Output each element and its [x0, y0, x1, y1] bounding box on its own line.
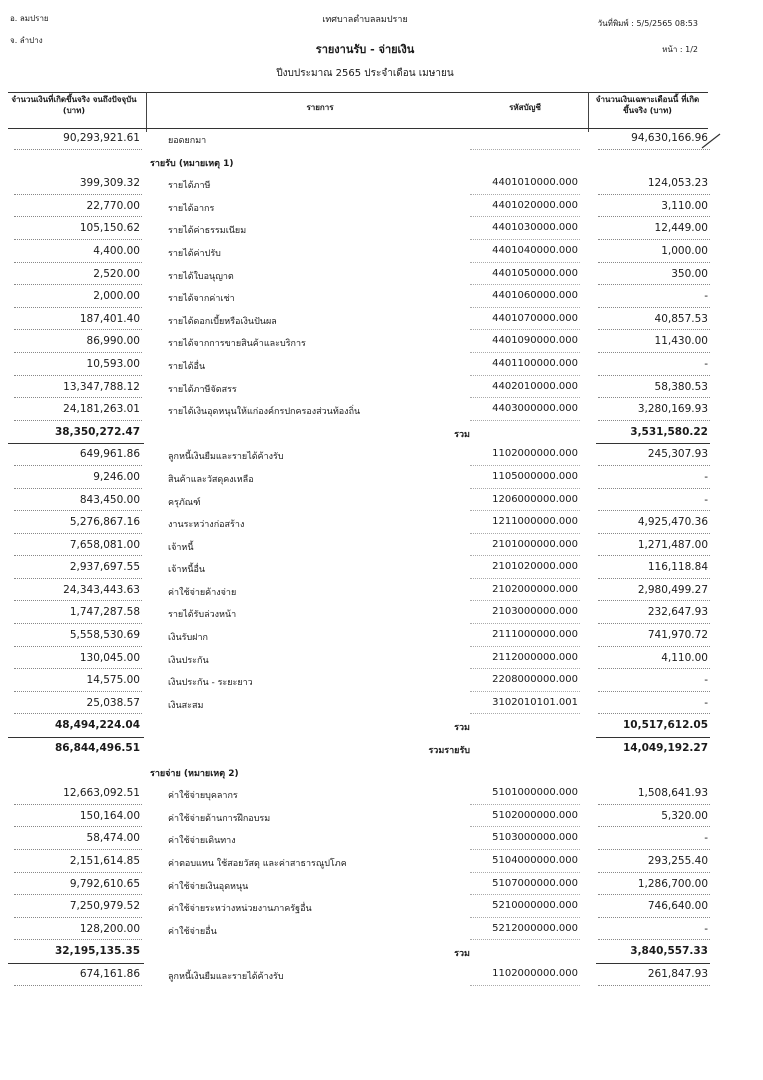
underline-dotted	[14, 510, 142, 511]
table-row	[0, 896, 763, 919]
account-code: 1211000000.000	[492, 516, 578, 528]
table-row	[0, 806, 763, 829]
underline-dotted	[470, 329, 580, 330]
item-name: รวม	[454, 949, 470, 960]
account-code: 2101000000.000	[492, 538, 578, 550]
item-name: รายได้จากค่าเช่า	[168, 294, 235, 305]
actual-amount: 2,000.00	[93, 290, 140, 303]
month-amount: 94,630,166.96	[631, 132, 708, 144]
item-name: รายได้ค่าธรรมเนียม	[168, 226, 247, 237]
underline-dotted	[14, 600, 142, 601]
underline-dotted	[14, 352, 142, 353]
item-name: รายจ่าย (หมายเหตุ 2)	[150, 768, 239, 779]
underline-dotted	[14, 691, 142, 692]
underline-dotted	[14, 555, 142, 556]
month-amount: -	[704, 696, 708, 709]
month-amount: 2,980,499.27	[637, 583, 708, 596]
actual-amount: 150,164.00	[79, 809, 140, 822]
underline-dotted	[14, 985, 142, 986]
actual-amount: 5,276,867.16	[69, 516, 140, 529]
item-name: ค่าใช้จ่ายด้านการฝึกอบรม	[168, 813, 271, 824]
underline-dotted	[598, 262, 710, 263]
item-name: รายได้ภาษี	[168, 181, 211, 192]
underline-dotted	[470, 623, 580, 624]
underline-dotted	[470, 578, 580, 579]
item-name: ค่าใช้จ่ายระหว่างหน่วยงานภาครัฐอื่น	[168, 904, 312, 915]
month-amount: 124,053.23	[647, 177, 708, 190]
table-row	[0, 444, 763, 467]
month-amount: 350.00	[671, 267, 708, 280]
table-row	[0, 399, 763, 422]
table-row	[0, 602, 763, 625]
table-row	[0, 693, 763, 716]
section-heading-row	[0, 761, 763, 784]
item-name: เงินประกัน - ระยะยาว	[168, 678, 253, 689]
table-row	[0, 377, 763, 400]
table-row	[0, 648, 763, 671]
underline-dotted	[598, 397, 710, 398]
actual-amount: 674,161.86	[79, 967, 140, 980]
actual-amount: 32,195,135.35	[54, 945, 140, 958]
account-code: 4401020000.000	[492, 199, 578, 211]
underline-dotted	[14, 646, 142, 647]
province-label: จ. ลำปาง	[10, 36, 43, 45]
underline-dotted	[470, 849, 580, 850]
total-row	[0, 422, 763, 445]
underline-dotted	[470, 555, 580, 556]
col-header-code: รหัสบัญชี	[509, 103, 541, 112]
underline-dotted	[598, 826, 710, 827]
underline-dotted	[470, 420, 580, 421]
underline-dotted	[598, 239, 710, 240]
total-row	[0, 738, 763, 761]
month-amount: 5,320.00	[661, 809, 708, 822]
item-name: ค่าใช้จ่ายอื่น	[168, 926, 217, 937]
month-amount: -	[704, 832, 708, 845]
actual-amount: 38,350,272.47	[54, 425, 140, 438]
actual-amount: 2,937,697.55	[69, 561, 140, 574]
account-code: 2112000000.000	[492, 651, 578, 663]
table-row	[0, 512, 763, 535]
underline-dotted	[14, 713, 142, 714]
item-name: ยอดยกมา	[168, 136, 207, 146]
underline-dotted	[470, 262, 580, 263]
underline-dotted	[598, 375, 710, 376]
item-name: ค่าใช้จ่ายค้างจ่าย	[168, 587, 237, 598]
table-row	[0, 467, 763, 490]
month-amount: 245,307.93	[647, 448, 708, 461]
underline-dotted	[14, 216, 142, 217]
account-code: 4401040000.000	[492, 244, 578, 256]
account-code: 5102000000.000	[492, 809, 578, 821]
item-name: รวมรายรับ	[428, 746, 470, 757]
underline-dotted	[598, 713, 710, 714]
underline-dotted	[470, 397, 580, 398]
month-amount: 3,280,169.93	[637, 403, 708, 416]
actual-amount: 12,663,092.51	[63, 787, 140, 800]
underline-dotted	[14, 262, 142, 263]
underline-dotted	[598, 894, 710, 895]
account-code: 5101000000.000	[492, 787, 578, 799]
table-row	[0, 625, 763, 648]
item-name: ลูกหนี้เงินยืมและรายได้ค้างรับ	[168, 971, 284, 982]
month-amount: 293,255.40	[647, 855, 708, 867]
table-row	[0, 919, 763, 942]
report-subtitle: ปีงบประมาณ 2565 ประจำเดือน เมษายน	[276, 68, 454, 79]
item-name: รายได้ภาษีจัดสรร	[168, 384, 237, 395]
underline-dotted	[598, 488, 710, 489]
account-code: 4401070000.000	[492, 312, 578, 324]
account-code: 1102000000.000	[492, 448, 578, 460]
account-code: 2208000000.000	[492, 674, 578, 686]
header-divider	[588, 92, 589, 132]
item-name: รายได้จากการขายสินค้าและบริการ	[168, 339, 306, 350]
actual-amount: 128,200.00	[79, 922, 140, 935]
underline-dotted	[14, 668, 142, 669]
underline-dotted	[14, 872, 142, 873]
account-code: 4401030000.000	[492, 222, 578, 234]
underline-dotted	[470, 646, 580, 647]
actual-amount: 5,558,530.69	[69, 629, 140, 642]
underline-dotted	[598, 872, 710, 873]
underline-dotted	[470, 713, 580, 714]
header-top-rule	[8, 92, 708, 93]
underline-dotted	[598, 555, 710, 556]
month-amount: 116,118.84	[647, 561, 708, 574]
underline-dotted	[598, 939, 710, 940]
print-date: วันที่พิมพ์ : 5/5/2565 08:53	[597, 19, 698, 28]
underline-dotted	[598, 149, 710, 150]
account-code: 4401050000.000	[492, 267, 578, 279]
underline-dotted	[470, 826, 580, 827]
underline-dotted	[598, 329, 710, 330]
actual-amount: 9,246.00	[93, 470, 140, 483]
underline-dotted	[470, 465, 580, 466]
underline-dotted	[14, 329, 142, 330]
underline-dotted	[14, 917, 142, 918]
underline-dotted	[14, 397, 142, 398]
month-amount: 741,970.72	[647, 629, 708, 642]
account-code: 5210000000.000	[492, 900, 578, 912]
underline-dotted	[14, 894, 142, 895]
underline-dotted	[598, 420, 710, 421]
underline-dotted	[598, 194, 710, 195]
item-name: เจ้าหนี้อื่น	[168, 565, 206, 576]
page-number: หน้า : 1/2	[662, 45, 698, 54]
account-code: 4402010000.000	[492, 380, 578, 392]
account-code: 5103000000.000	[492, 832, 578, 844]
account-code: 4401060000.000	[492, 290, 578, 302]
table-row	[0, 851, 763, 874]
underline-dotted	[470, 804, 580, 805]
underline-dotted	[598, 917, 710, 918]
header-divider	[146, 92, 147, 132]
underline-dotted	[14, 375, 142, 376]
total-row	[0, 715, 763, 738]
underline-dotted	[598, 465, 710, 466]
month-amount: -	[704, 922, 708, 935]
table-row	[0, 264, 763, 287]
underline-dotted	[470, 375, 580, 376]
table-row	[0, 828, 763, 851]
month-amount: 4,925,470.36	[637, 516, 708, 529]
item-name: รายได้อากร	[168, 203, 215, 214]
month-amount: 58,380.53	[654, 380, 708, 393]
account-code: 2102000000.000	[492, 583, 578, 595]
underline-dotted	[598, 849, 710, 850]
underline-dotted	[14, 939, 142, 940]
item-name: รายได้ดอกเบี้ยหรือเงินปันผล	[168, 316, 277, 327]
actual-amount: 9,792,610.65	[69, 877, 140, 890]
underline-dotted	[470, 194, 580, 195]
report-title: รายงานรับ - จ่ายเงิน	[315, 43, 415, 56]
item-name: ค่าใช้จ่ายเดินทาง	[168, 836, 236, 847]
actual-amount: 2,151,614.85	[69, 855, 140, 867]
underline-dotted	[598, 985, 710, 986]
item-name: รวม	[454, 429, 470, 440]
item-name: ค่าตอบแทน ใช้สอยวัสดุ และค่าสาธารณูปโภค	[168, 859, 347, 869]
underline-dotted	[598, 804, 710, 805]
actual-amount: 10,593.00	[86, 357, 140, 370]
underline-dotted	[470, 216, 580, 217]
actual-amount: 2,520.00	[93, 267, 140, 280]
item-name: ครุภัณฑ์	[168, 497, 201, 508]
actual-amount: 7,658,081.00	[69, 538, 140, 551]
actual-amount: 58,474.00	[86, 832, 140, 845]
underline-dotted	[14, 488, 142, 489]
table-row	[0, 218, 763, 241]
item-name: รายได้อื่น	[168, 361, 206, 372]
month-amount: 40,857.53	[654, 312, 708, 325]
table-row	[0, 490, 763, 513]
account-code: 4401090000.000	[492, 335, 578, 347]
underline-dotted	[598, 668, 710, 669]
underline-dotted	[470, 510, 580, 511]
month-amount: 3,840,557.33	[630, 945, 708, 958]
underline-dotted	[14, 465, 142, 466]
underline-dotted	[470, 533, 580, 534]
underline-dotted	[14, 623, 142, 624]
actual-amount: 22,770.00	[86, 199, 140, 212]
table-row	[0, 196, 763, 219]
actual-amount: 187,401.40	[79, 312, 140, 325]
item-name: รายได้ใบอนุญาต	[168, 271, 234, 282]
actual-amount: 130,045.00	[79, 651, 140, 664]
underline-dotted	[14, 420, 142, 421]
item-name: รายได้รับล่วงหน้า	[168, 610, 237, 621]
underline-dotted	[14, 826, 142, 827]
underline-dotted	[598, 307, 710, 308]
underline-dotted	[470, 872, 580, 873]
month-amount: 14,049,192.27	[622, 742, 708, 755]
month-amount: 261,847.93	[647, 967, 708, 980]
account-code: 1102000000.000	[492, 967, 578, 979]
month-amount: 746,640.00	[647, 900, 708, 913]
table-row	[0, 670, 763, 693]
month-amount: 232,647.93	[647, 606, 708, 619]
section-heading-row	[0, 151, 763, 174]
underline-dotted	[598, 691, 710, 692]
underline-dotted	[14, 804, 142, 805]
account-code: 1105000000.000	[492, 470, 578, 482]
underline-dotted	[470, 917, 580, 918]
account-code: 2111000000.000	[492, 629, 578, 641]
account-code: 4401100000.000	[492, 357, 578, 369]
month-amount: 3,110.00	[661, 199, 708, 212]
actual-amount: 843,450.00	[79, 493, 140, 506]
actual-amount: 7,250,979.52	[69, 900, 140, 913]
underline-dotted	[14, 194, 142, 195]
underline-dotted	[470, 668, 580, 669]
underline-dotted	[470, 939, 580, 940]
underline-dotted	[598, 216, 710, 217]
item-name: รายรับ (หมายเหตุ 1)	[150, 158, 234, 169]
district-label: อ. ลมปราย	[10, 14, 49, 23]
item-name: เจ้าหนี้	[168, 542, 194, 553]
actual-amount: 24,181,263.01	[63, 403, 140, 416]
table-row	[0, 535, 763, 558]
table-row	[0, 173, 763, 196]
underline-dotted	[14, 533, 142, 534]
underline-dotted	[14, 849, 142, 850]
account-code: 5107000000.000	[492, 877, 578, 889]
print-info	[598, 11, 698, 63]
col-header-month: จำนวนเงินเฉพาะเดือนนี้ ที่เกิดขึ้นจริง (บาท)	[595, 95, 700, 115]
item-name: เงินประกัน	[168, 655, 209, 666]
underline-dotted	[470, 985, 580, 986]
actual-amount: 649,961.86	[79, 448, 140, 461]
actual-amount: 14,575.00	[86, 674, 140, 687]
month-amount: -	[704, 470, 708, 483]
table-row	[0, 580, 763, 603]
account-code: 5212000000.000	[492, 922, 578, 934]
underline-dotted	[470, 239, 580, 240]
organization-name: เทศบาลตำบลลมปราย	[322, 15, 408, 25]
account-code: 4401010000.000	[492, 177, 578, 189]
col-header-actual: จำนวนเงินที่เกิดขึ้นจริง จนถึงปัจจุบัน (บาท)	[11, 95, 137, 115]
table-row	[0, 874, 763, 897]
account-code: 3102010101.001	[492, 696, 578, 708]
underline-dotted	[470, 488, 580, 489]
underline-dotted	[598, 600, 710, 601]
month-amount: 1,508,641.93	[637, 787, 708, 800]
location-block	[10, 12, 49, 56]
underline-dotted	[598, 646, 710, 647]
month-amount: 1,000.00	[661, 244, 708, 257]
actual-amount: 1,747,287.58	[69, 606, 140, 619]
item-name: งานระหว่างก่อสร้าง	[168, 520, 245, 531]
item-name: รายได้ค่าปรับ	[168, 248, 221, 259]
actual-amount: 48,494,224.04	[54, 719, 140, 732]
month-amount: 4,110.00	[661, 651, 708, 664]
item-name: รายได้เงินอุดหนุนให้แก่องค์กรปกครองส่วนท้องถิ่น	[168, 407, 361, 418]
month-amount: 12,449.00	[654, 222, 708, 235]
month-amount: 10,517,612.05	[622, 719, 708, 732]
underline-dotted	[14, 239, 142, 240]
actual-amount: 399,309.32	[79, 177, 140, 190]
underline-dotted	[14, 307, 142, 308]
underline-dotted	[14, 578, 142, 579]
actual-amount: 86,990.00	[86, 335, 140, 348]
table-row	[0, 286, 763, 309]
table-row	[0, 331, 763, 354]
total-row	[0, 941, 763, 964]
account-code: 2101020000.000	[492, 561, 578, 573]
month-amount: -	[704, 674, 708, 687]
actual-amount: 25,038.57	[86, 696, 140, 709]
item-name: เงินรับฝาก	[168, 633, 208, 644]
underline-dotted	[470, 894, 580, 895]
report-table	[0, 128, 763, 987]
item-name: ลูกหนี้เงินยืมและรายได้ค้างรับ	[168, 452, 284, 463]
underline-dotted	[470, 149, 580, 150]
account-code: 1206000000.000	[492, 493, 578, 505]
actual-amount: 90,293,921.61	[63, 132, 140, 144]
table-row	[0, 309, 763, 332]
account-code: 2103000000.000	[492, 606, 578, 618]
item-name: รวม	[454, 723, 470, 734]
account-code: 4403000000.000	[492, 403, 578, 415]
underline-dotted	[470, 600, 580, 601]
underline-dotted	[598, 510, 710, 511]
underline-dotted	[14, 284, 142, 285]
actual-amount: 24,343,443.63	[63, 583, 140, 596]
table-row	[0, 783, 763, 806]
underline-dotted	[598, 578, 710, 579]
item-name: สินค้าและวัสดุคงเหลือ	[168, 474, 254, 485]
month-amount: -	[704, 493, 708, 506]
underline-dotted	[598, 623, 710, 624]
month-amount: 1,271,487.00	[637, 538, 708, 551]
underline-dotted	[598, 352, 710, 353]
month-amount: 11,430.00	[654, 335, 708, 348]
table-row	[0, 557, 763, 580]
underline-dotted	[14, 149, 142, 150]
item-name: ค่าใช้จ่ายบุคลากร	[168, 791, 238, 802]
table-row	[0, 241, 763, 264]
actual-amount: 4,400.00	[93, 244, 140, 257]
actual-amount: 13,347,788.12	[63, 380, 140, 393]
underline-dotted	[598, 284, 710, 285]
underline-dotted	[470, 284, 580, 285]
actual-amount: 105,150.62	[79, 222, 140, 235]
month-amount: 1,286,700.00	[637, 877, 708, 890]
account-code: 5104000000.000	[492, 855, 578, 866]
actual-amount: 86,844,496.51	[54, 742, 140, 755]
month-amount: -	[704, 290, 708, 303]
item-name: เงินสะสม	[168, 700, 204, 711]
table-row	[0, 964, 763, 987]
underline-dotted	[470, 307, 580, 308]
col-header-item: รายการ	[306, 103, 334, 112]
underline-dotted	[470, 691, 580, 692]
table-row	[0, 354, 763, 377]
table-row	[0, 128, 763, 151]
month-amount: -	[704, 357, 708, 370]
item-name: ค่าใช้จ่ายเงินอุดหนุน	[168, 881, 249, 892]
underline-dotted	[598, 533, 710, 534]
month-amount: 3,531,580.22	[630, 425, 708, 438]
underline-dotted	[470, 352, 580, 353]
